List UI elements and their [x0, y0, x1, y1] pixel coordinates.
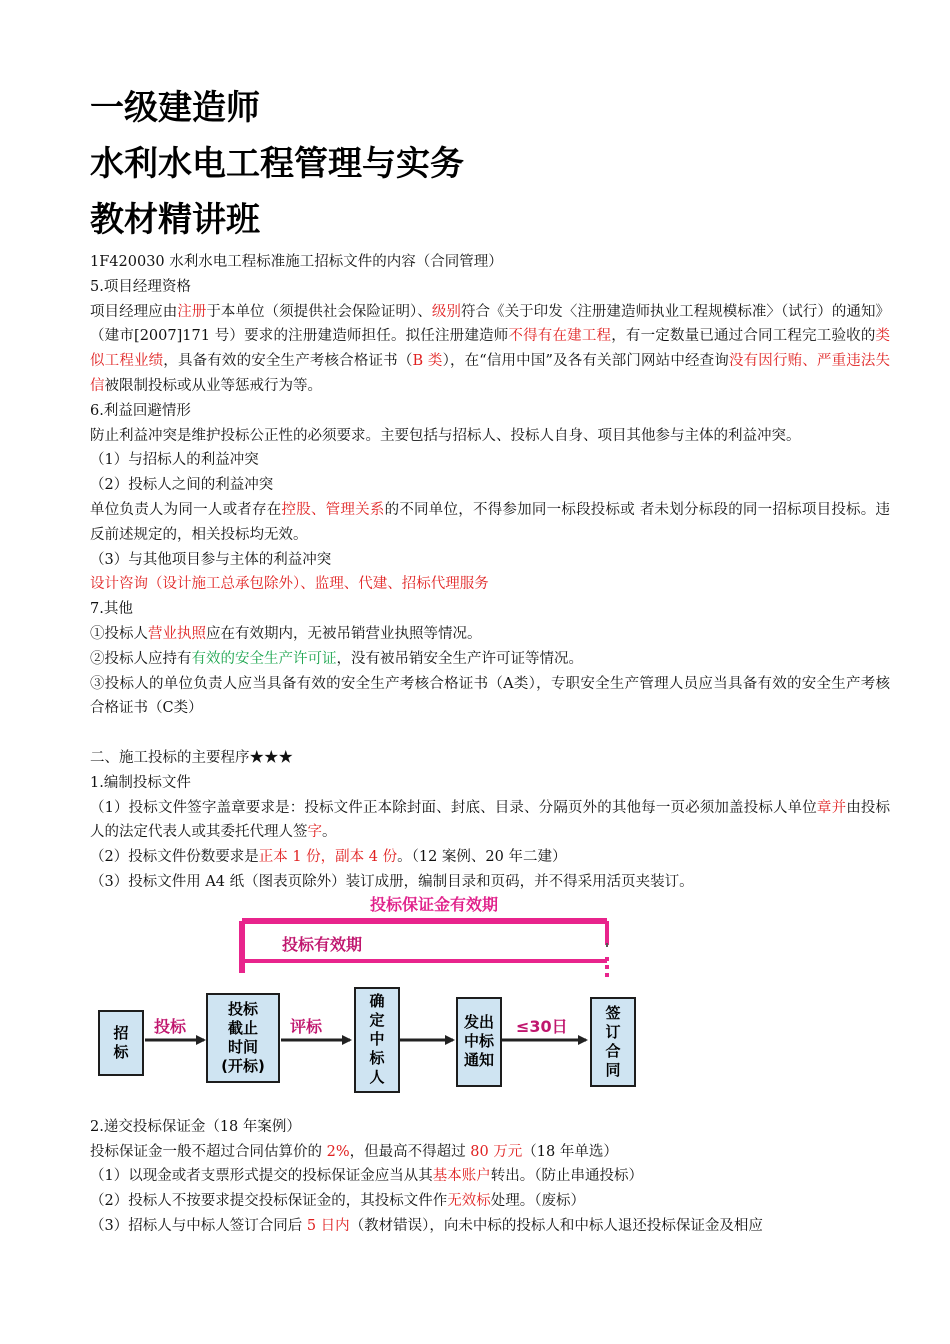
highlight: 控股、管理关系 — [281, 501, 385, 518]
highlight: 没有因行贿、严重违法失信 — [90, 353, 891, 394]
title-line-2: 水利水电工程管理与实务 — [90, 144, 464, 184]
label-bid-validity: 投标有效期 — [282, 934, 363, 954]
sub-item: （3）与其他项目参与主体的利益冲突 — [90, 551, 332, 568]
label-arrow-30days: ≤30日 — [516, 1016, 568, 1036]
box-sign-contract: 签 订 合 同 — [590, 997, 636, 1087]
highlight: 类似工程业绩 — [90, 328, 891, 370]
sub-item: （1）投标文件签字盖章要求是：投标文件正本除封面、封底、目录、分隔页外的其他每一页必须加盖投标人单位章并由投标人的法定代表人或其委托代理人签字。 — [90, 799, 891, 841]
highlight: 章并 — [816, 799, 847, 816]
highlight: 字 — [307, 824, 322, 841]
section-heading: 1F420030 水利水电工程标准施工招标文件的内容（合同管理） — [90, 254, 503, 270]
sub-item: （1）与招标人的利益冲突 — [90, 452, 259, 469]
highlight: 不得有在建工程 — [508, 328, 612, 345]
item-title: 6.利益回避情形 — [90, 402, 191, 419]
highlight-paragraph: 设计咨询（设计施工总承包除外）、监理、代建、招标代理服务 — [90, 576, 489, 593]
label-arrow-evaluate: 评标 — [290, 1016, 323, 1036]
highlight-green: 有效的安全生产许可证 — [191, 650, 337, 667]
sub-item: （2）投标人不按要求提交投标保证金的，其投标文件作无效标处理。（废标） — [90, 1193, 585, 1210]
title-line-1: 一级建造师 — [90, 88, 260, 128]
sub-item: （2）投标文件份数要求是正本 1 份，副本 4 份。（12 案例、20 年二建） — [90, 849, 567, 866]
box-bid-deadline: 投标 截止 时间 (开标) — [206, 993, 280, 1083]
paragraph: 投标保证金一般不超过合同估算价的 2%，但最高不得超过 80 万元（18 年单选） — [90, 1143, 618, 1160]
title-line-3: 教材精讲班 — [90, 200, 260, 240]
document-body — [90, 250, 890, 1239]
highlight: 级别 — [431, 303, 461, 320]
highlight: 无效标 — [447, 1193, 491, 1210]
highlight: 基本账户 — [432, 1168, 491, 1185]
list-item: ①投标人营业执照应在有效期内，无被吊销营业执照等情况。 — [90, 625, 482, 642]
item-title: 7.其他 — [90, 601, 133, 618]
label-bond-validity: 投标保证金有效期 — [370, 894, 499, 914]
highlight: 5 日内 — [306, 1217, 350, 1234]
paragraph: 单位负责人为同一人或者存在控股、管理关系的不同单位，不得参加同一标段投标或 者未划分标段的同一招标项目投标。违反前述规定的，相关投标均无效。 — [90, 501, 891, 543]
sub-item: （3）投标文件用 A4 纸（图表页除外）装订成册，编制目录和页码，并不得采用活页夹装订。 — [90, 873, 694, 890]
box-determine-winner: 确 定 中 标 人 — [354, 987, 400, 1093]
item-title: 1.编制投标文件 — [90, 774, 191, 791]
item-title: 2.递交投标保证金（18 年案例） — [90, 1118, 301, 1135]
paragraph: 防止利益冲突是维护投标公正性的必须要求。主要包括与招标人、投标人自身、项目其他参与主体的利益冲突。 — [90, 427, 801, 444]
spacer — [90, 721, 890, 746]
list-item: ②投标人应持有有效的安全生产许可证，没有被吊销安全生产许可证等情况。 — [90, 650, 583, 667]
box-issue-notice: 发出 中标 通知 — [456, 997, 502, 1087]
highlight: 正本 1 份，副本 4 份 — [258, 849, 398, 866]
box-tender: 招 标 — [98, 1010, 144, 1076]
sub-item: （3）招标人与中标人签订合同后 5 日内（教材错误），向未中标的投标人和中标人退还投标保证金及相应 — [90, 1217, 763, 1234]
title-block — [90, 80, 464, 248]
item-title: 5.项目经理资格 — [90, 278, 191, 295]
list-item: ③投标人的单位负责人应当具备有效的安全生产考核合格证书（A类），专职安全生产管理人员应当具备有效的安全生产考核合格证书（C类） — [90, 675, 890, 717]
sub-item: （1）以现金或者支票形式提交的投标保证金应当从其基本账户转出。（防止串通投标） — [90, 1168, 643, 1185]
bidding-timeline-diagram — [92, 894, 892, 1115]
highlight: 营业执照 — [148, 625, 206, 642]
label-arrow-bid: 投标 — [154, 1016, 187, 1036]
section-heading: 二、施工投标的主要程序★★★ — [90, 749, 293, 766]
paragraph: 项目经理应由注册于本单位（须提供社会保险证明）、级别符合《关于印发〈注册建造师执业工程规模标准〉（试行）的通知》（建市[2007]171 号）要求的注册建造师担任。拟任注册建造师不得有在建工程，有一定数量已通过合同工程完工验收的类似工程业绩，具备有效的安全生产考核合格证书（B 类），在“信用中国”及各有关部门网站中经查询没有因行贿、严重违法失信被限制投标或从业等惩戒行为等。 — [90, 303, 891, 394]
sub-item: （2）投标人之间的利益冲突 — [90, 477, 274, 494]
highlight: 2% — [326, 1143, 350, 1160]
highlight: 注册 — [177, 303, 207, 320]
highlight: 80 万元 — [470, 1143, 523, 1160]
highlight: B 类 — [412, 353, 443, 370]
